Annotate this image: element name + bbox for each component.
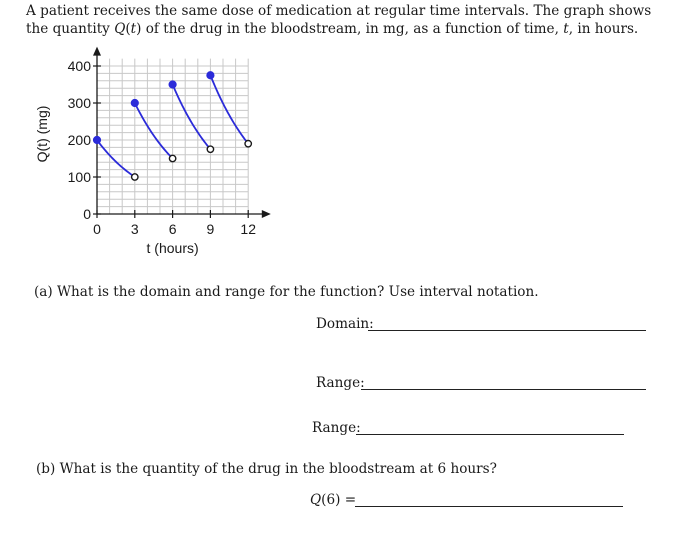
q6-label [310, 492, 356, 508]
statement-line-1: A patient receives the same dose of medication at regular time intervals. The graph shows [26, 3, 652, 19]
y-tick-label: 200 [67, 132, 91, 148]
open-point [207, 146, 213, 152]
x-tick-label: 3 [130, 221, 139, 237]
y-tick-label: 400 [67, 58, 91, 74]
x-axis-arrow [262, 210, 271, 218]
open-point [132, 174, 138, 180]
curve-dose-4 [210, 75, 248, 143]
x-tick-label: 6 [168, 221, 177, 237]
range-label-2: Range: [312, 420, 361, 436]
statement-text: ) of the drug in the bloodstream, in mg, as a function of time, [136, 21, 564, 37]
x-tick-label: 12 [240, 221, 256, 237]
range-label-1: Range: [316, 375, 365, 391]
domain-answer-line[interactable] [368, 330, 646, 331]
closed-point [169, 81, 176, 88]
y-tick-label: 0 [83, 206, 91, 222]
var-q: Q [114, 21, 126, 37]
closed-point [131, 99, 138, 106]
domain-label: Domain: [316, 316, 374, 332]
x-axis-label: t (hours) [146, 240, 199, 256]
y-axis-arrow [93, 47, 101, 56]
open-point [245, 141, 251, 147]
part-a-question: (a) What is the domain and range for the function? Use interval notation. [34, 284, 539, 300]
statement-line-2 [26, 20, 666, 38]
part-b-question: (b) What is the quantity of the drug in the bloodstream at 6 hours? [36, 461, 497, 477]
var-t: t [563, 21, 569, 37]
open-point [169, 155, 175, 161]
y-tick-label: 100 [67, 169, 91, 185]
problem-statement [26, 2, 666, 38]
statement-text: the quantity [26, 21, 115, 37]
curve-dose-2 [135, 103, 173, 159]
closed-point [207, 72, 214, 79]
y-axis-label: Q(t) (mg) [34, 105, 50, 163]
q6-answer-line[interactable] [355, 506, 623, 507]
statement-text: ( [125, 21, 131, 37]
drug-quantity-graph [0, 40, 290, 270]
range-answer-line-1[interactable] [361, 389, 646, 390]
statement-text: , in hours. [568, 21, 639, 37]
q6-equals: (6) = [321, 492, 357, 508]
y-tick-label: 300 [67, 95, 91, 111]
x-tick-label: 9 [206, 221, 215, 237]
var-q: Q [310, 492, 322, 508]
range-answer-line-2[interactable] [356, 434, 624, 435]
closed-point [93, 136, 100, 143]
var-t: t [130, 21, 137, 37]
x-tick-label: 0 [93, 221, 101, 237]
curve-dose-1 [97, 140, 135, 177]
